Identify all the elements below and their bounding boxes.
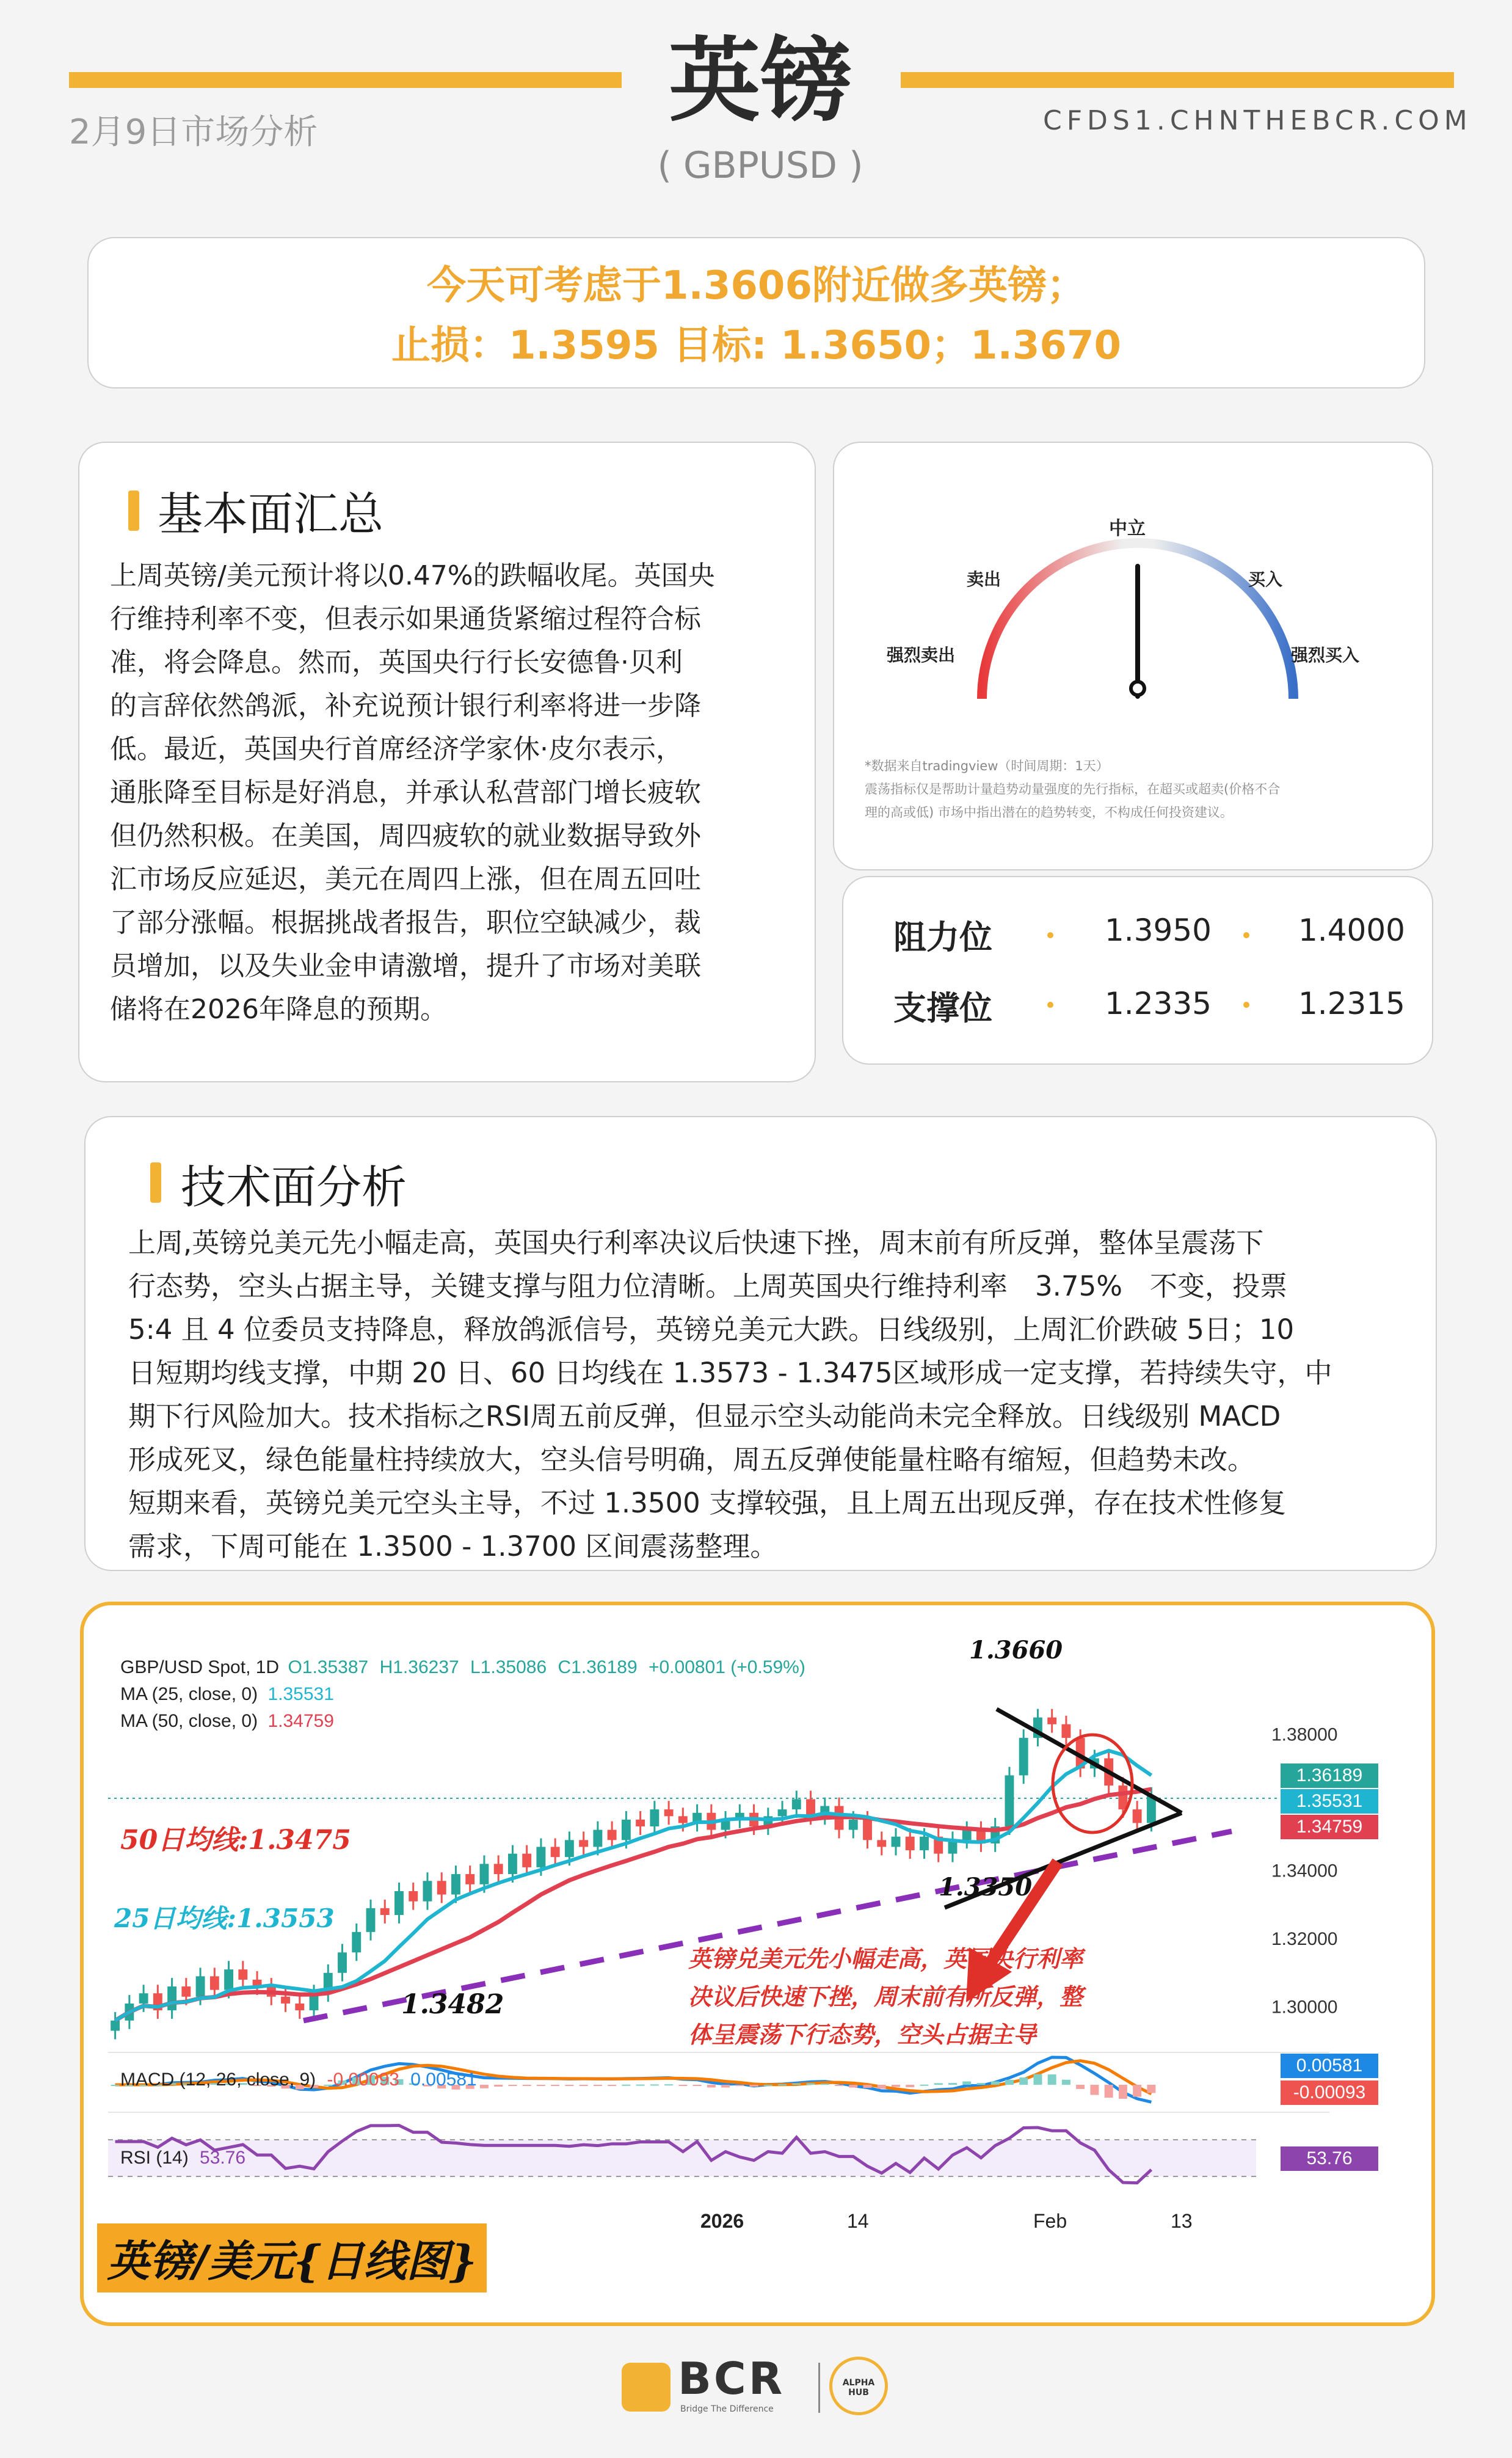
candle	[593, 1830, 602, 1847]
candle	[508, 1854, 517, 1874]
resistance-label: 阻力位	[893, 918, 992, 957]
candle	[210, 1976, 219, 1989]
candle	[650, 1809, 659, 1826]
ma50-legend-label: MA (50, close, 0)	[120, 1711, 258, 1731]
ma50-price-box: 1.34759	[1281, 1815, 1378, 1839]
header-left-bar	[69, 72, 622, 88]
ma25-legend-value: 1.35531	[267, 1684, 334, 1704]
gauge-note-line: *数据来自tradingview（时间周期：1天）	[865, 759, 1109, 773]
macd-bar	[650, 2084, 659, 2085]
ma50-legend-value: 1.34759	[267, 1711, 334, 1731]
macd-label-text: MACD (12, 26, close, 9)	[120, 2070, 316, 2090]
candle	[778, 1809, 787, 1816]
candle	[465, 1874, 474, 1884]
candle	[380, 1908, 390, 1915]
macd-bar	[1062, 2080, 1070, 2085]
candle	[1061, 1724, 1070, 1738]
gauge-label-strong-sell: 强烈卖出	[887, 645, 956, 665]
macd-bar	[976, 2083, 985, 2085]
macd-bar	[622, 2085, 630, 2086]
fundamentals-line: 准，将会降息。然而，英国央行行长安德鲁·贝利	[110, 647, 683, 678]
macd-bar	[1048, 2074, 1056, 2085]
candle	[1118, 1785, 1127, 1809]
macd-bar	[1019, 2077, 1028, 2085]
macd-bar	[778, 2084, 787, 2085]
macd-bar	[750, 2085, 758, 2087]
annotation-ma25: 25日均线:1.3553	[114, 1903, 335, 1933]
macd-bar	[948, 2083, 957, 2085]
support-2: 1.2315	[1298, 986, 1405, 1021]
macd-bar	[906, 2085, 914, 2087]
alpha-hub-badge	[829, 2357, 888, 2415]
macd-bar	[1090, 2085, 1099, 2095]
macd-bar	[1133, 2085, 1141, 2097]
bcr-logo-mark	[622, 2363, 671, 2412]
gauge-note-line: 理的高或低) 市场中指出潜在的趋势转变，不构成任何投资建议。	[865, 805, 1233, 820]
candle	[849, 1820, 858, 1830]
candle	[863, 1820, 872, 1840]
candle	[892, 1837, 901, 1847]
x-tick: 2026	[700, 2210, 744, 2232]
resistance-dot-1	[1047, 932, 1053, 938]
support-dot-1	[1047, 1002, 1053, 1008]
macd-label	[120, 2070, 477, 2090]
candle	[196, 1976, 205, 1996]
fundamentals-line: 储将在2026年降息的预期。	[110, 994, 447, 1025]
gauge-label-buy: 买入	[1248, 569, 1283, 589]
ma25-legend-label: MA (25, close, 0)	[120, 1684, 258, 1704]
site-url: CFDS1.CHNTHEBCR.COM	[1043, 105, 1472, 136]
resistance-dot-2	[1243, 932, 1249, 938]
fundamentals-line: 但仍然积极。在美国，周四疲软的就业数据导致外	[110, 820, 701, 852]
macd-bar	[111, 2085, 120, 2086]
levels-card	[842, 876, 1433, 1065]
bcr-logo	[622, 2352, 903, 2419]
chart-high: H1.36237	[379, 1657, 459, 1677]
fundamentals-line: 通胀降至目标是好消息，并承认私营部门增长疲软	[110, 777, 701, 808]
candle	[480, 1864, 489, 1884]
annotation-ma50: 50日均线:1.3475	[120, 1825, 351, 1856]
macd-bar	[1033, 2074, 1042, 2085]
candle	[920, 1837, 929, 1850]
candle	[664, 1809, 674, 1816]
bcr-logo-text: BCR	[678, 2353, 785, 2404]
macd-bar	[508, 2085, 517, 2086]
logo-divider	[818, 2363, 820, 2413]
support-1: 1.2335	[1105, 986, 1212, 1021]
fundamentals-line: 上周英镑/美元预计将以0.47%的跌幅收尾。英国央	[110, 560, 715, 591]
technical-card	[84, 1116, 1437, 1571]
fundamentals-line: 员增加，以及失业金申请激增，提升了市场对美联	[110, 950, 701, 982]
candle	[295, 2004, 304, 2010]
macd-bar	[693, 2085, 702, 2086]
macd-bar	[537, 2085, 545, 2086]
gauge-label-neutral: 中立	[1109, 518, 1146, 539]
candle	[238, 1969, 247, 1980]
candle	[579, 1840, 588, 1847]
macd-bar	[1119, 2085, 1127, 2099]
candle	[352, 1932, 361, 1952]
candle	[792, 1799, 801, 1809]
signal-line-2: 止损：1.3595 目标: 1.3650；1.3670	[391, 323, 1122, 368]
resistance-2: 1.4000	[1298, 913, 1405, 948]
bcr-logo-tagline: Bridge The Difference	[680, 2404, 774, 2414]
x-tick: 13	[1171, 2210, 1193, 2232]
candle	[1019, 1738, 1028, 1775]
macd-bar	[892, 2085, 900, 2087]
candle	[409, 1891, 418, 1902]
technical-line: 5:4 且 4 位委员支持降息，释放鸽派信号，英镑兑美元大跌。日线级别，上周汇价跌破 5日；10	[128, 1313, 1295, 1346]
technical-line: 上周,英镑兑美元先小幅走高，英国央行利率决议后快速下挫，周末前有所反弹，整体呈震荡下	[128, 1227, 1264, 1259]
technical-line: 行态势，空头占据主导，关键支撑与阻力位清晰。上周英国央行维持利率 3.75% 不变，投票	[128, 1270, 1287, 1302]
macd-label-signal: 0.00581	[410, 2070, 477, 2090]
candle	[565, 1840, 574, 1857]
macd-bar	[636, 2085, 645, 2086]
macd-bar	[707, 2085, 716, 2087]
annotation-comment-line: 英镑兑美元先小幅走高，英国央行利率	[688, 1945, 1083, 1972]
macd-bar	[565, 2085, 573, 2086]
alpha-hub-text: ALPHA HUB	[842, 2378, 875, 2398]
ma25-price-box: 1.35531	[1281, 1789, 1378, 1814]
annotation-low: 1.3350	[939, 1873, 1033, 1902]
macd-hist-box: -0.00093	[1281, 2081, 1378, 2105]
candle	[394, 1891, 404, 1915]
macd-bar	[863, 2085, 872, 2088]
candle	[622, 1820, 631, 1840]
x-tick: Feb	[1033, 2210, 1067, 2232]
candle	[1005, 1775, 1014, 1826]
candle	[224, 1969, 233, 1989]
fundamentals-line: 低。最近，英国央行首席经济学家休·皮尔表示，	[110, 734, 683, 765]
rsi-label-text: RSI (14)	[120, 2148, 189, 2168]
ma50-legend	[120, 1708, 805, 1735]
candle	[494, 1864, 503, 1874]
macd-bar	[721, 2085, 730, 2088]
price-tick: 1.34000	[1271, 1861, 1338, 1881]
page-title: 英镑	[668, 28, 852, 134]
technical-text	[128, 1221, 1429, 1568]
candle	[423, 1881, 432, 1901]
gauge-note	[865, 754, 1414, 824]
chart-close: C1.36189	[558, 1657, 638, 1677]
macd-bar	[835, 2085, 843, 2086]
fundamentals-title: 基本面汇总	[158, 488, 383, 541]
macd-bar	[792, 2084, 801, 2085]
header-right-bar	[901, 72, 1454, 88]
x-tick: 14	[847, 2210, 869, 2232]
price-tick: 1.32000	[1271, 1929, 1338, 1950]
macd-bar	[962, 2081, 971, 2085]
macd-bar	[608, 2085, 616, 2086]
technical-title-mark	[150, 1162, 161, 1203]
rebound-circle	[1053, 1735, 1132, 1833]
technical-line: 日短期均线支撑，中期 20 日、60 日均线在 1.3573 - 1.3475区域形成一定支撑，若持续失守，中	[128, 1357, 1332, 1389]
candle	[806, 1799, 815, 1816]
rsi-label	[120, 2148, 245, 2168]
macd-bar	[735, 2085, 744, 2086]
candle	[281, 1997, 290, 2004]
candle	[877, 1840, 886, 1847]
annotation-peak: 1.3660	[969, 1636, 1063, 1665]
macd-bar	[1105, 2085, 1113, 2098]
technical-line: 需求，下周可能在 1.3500 - 1.3700 区间震荡整理。	[128, 1530, 778, 1563]
chart-card	[80, 1602, 1435, 2326]
macd-bar	[821, 2084, 829, 2085]
gauge-note-line: 震荡指标仅是帮助计量趋势动量强度的先行指标，在超买或超卖(价格不合	[865, 782, 1281, 797]
candle	[181, 1986, 191, 1997]
gauge-label-sell: 卖出	[967, 569, 1001, 589]
candle	[1133, 1809, 1142, 1823]
price-tick: 1.38000	[1271, 1724, 1338, 1745]
macd-bar	[807, 2084, 815, 2085]
rsi-value-box: 53.76	[1281, 2146, 1378, 2171]
candle	[451, 1874, 460, 1894]
macd-bar	[480, 2085, 489, 2088]
chart-symbol: GBP/USD Spot, 1D	[120, 1657, 280, 1677]
candle	[962, 1830, 972, 1840]
support-label: 支撑位	[893, 989, 992, 1027]
chart-info	[120, 1654, 805, 1735]
macd-bar	[849, 2085, 857, 2088]
macd-bar	[580, 2085, 588, 2086]
candle	[111, 2021, 120, 2031]
candle	[536, 1847, 545, 1867]
candle	[522, 1854, 531, 1867]
candle	[551, 1847, 560, 1857]
candle	[139, 1993, 148, 2004]
macd-bar	[991, 2081, 1000, 2085]
candle	[167, 1986, 176, 2010]
macd-bar	[1005, 2080, 1014, 2085]
support-dot-2	[1243, 1002, 1249, 1008]
macd-bar	[678, 2085, 687, 2086]
technical-title: 技术面分析	[181, 1161, 407, 1214]
candle	[678, 1816, 688, 1823]
fundamentals-line: 了部分涨幅。根据挑战者报告，职位空缺减少，裁	[110, 907, 701, 938]
macd-bar	[764, 2085, 772, 2086]
macd-bar	[1076, 2085, 1085, 2089]
resistance-1: 1.3950	[1105, 913, 1212, 948]
chart-name-label: 英镑/美元{日线图}	[97, 2223, 487, 2292]
macd-bar	[523, 2085, 531, 2086]
chart-low: L1.35086	[470, 1657, 547, 1677]
page-subtitle: ( GBPUSD )	[657, 144, 863, 187]
rsi-label-value: 53.76	[200, 2148, 246, 2168]
candle	[1047, 1718, 1056, 1724]
candle	[636, 1820, 645, 1826]
ma25-legend	[120, 1681, 805, 1708]
candle	[437, 1881, 446, 1894]
last-price-box: 1.36189	[1281, 1763, 1378, 1788]
price-tick: 1.30000	[1271, 1997, 1338, 2018]
report-date: 2月9日市场分析	[69, 112, 318, 152]
chart-ohlc-row	[120, 1654, 805, 1681]
macd-label-hist: -0.00093	[327, 2070, 399, 2090]
annotation-trend-low: 1.3482	[401, 1989, 504, 2020]
technical-line: 期下行风险加大。技术指标之RSI周五前反弹，但显示空头动能尚未完全释放。日线级别 MACD	[128, 1400, 1281, 1432]
macd-signal-box: 0.00581	[1281, 2054, 1378, 2078]
macd-bar	[664, 2084, 673, 2085]
candle	[338, 1952, 347, 1972]
candle	[366, 1908, 376, 1932]
chart-open: O1.35387	[288, 1657, 369, 1677]
macd-bar	[551, 2085, 559, 2086]
gauge-card	[833, 442, 1433, 870]
gauge-pivot	[1131, 682, 1144, 695]
gauge-label-strong-buy: 强烈买入	[1291, 645, 1360, 665]
annotation-comment-line: 决议后快速下挫，周末前有所反弹，整	[688, 1983, 1083, 2010]
candle	[608, 1830, 617, 1840]
macd-bar	[1147, 2085, 1155, 2093]
signal-line-1: 今天可考虑于1.3606附近做多英镑；	[427, 263, 1086, 308]
fundamentals-line: 汇市场反应延迟，美元在周四上涨，但在周五回吐	[110, 864, 701, 895]
signal-card	[87, 237, 1425, 388]
technical-line: 短期来看，英镑兑美元空头主导，不过 1.3500 支撑较强，且上周五出现反弹，存在技术性修复	[128, 1487, 1287, 1519]
fundamentals-line: 的言辞依然鸽派，补充说预计银行利率将进一步降	[110, 690, 701, 721]
fundamentals-card	[78, 442, 816, 1082]
macd-bar	[594, 2085, 602, 2086]
fundamentals-title-mark	[128, 491, 139, 531]
technical-line: 形成死叉，绿色能量柱持续放大，空头信号明确，周五反弹使能量柱略有缩短，但趋势未改。	[128, 1443, 1256, 1476]
macd-bar	[920, 2085, 929, 2086]
macd-bar	[494, 2085, 503, 2087]
annotation-comment-line: 体呈震荡下行态势，空头占据主导	[688, 2021, 1037, 2048]
annotation-comment	[688, 1940, 1083, 2054]
fundamentals-text	[110, 554, 800, 1031]
macd-bar	[878, 2085, 886, 2088]
fundamentals-line: 行维持利率不变，但表示如果通货紧缩过程符合标	[110, 604, 701, 635]
candle	[906, 1837, 915, 1850]
macd-bar	[934, 2083, 943, 2085]
chart-change: +0.00801 (+0.59%)	[648, 1657, 805, 1677]
